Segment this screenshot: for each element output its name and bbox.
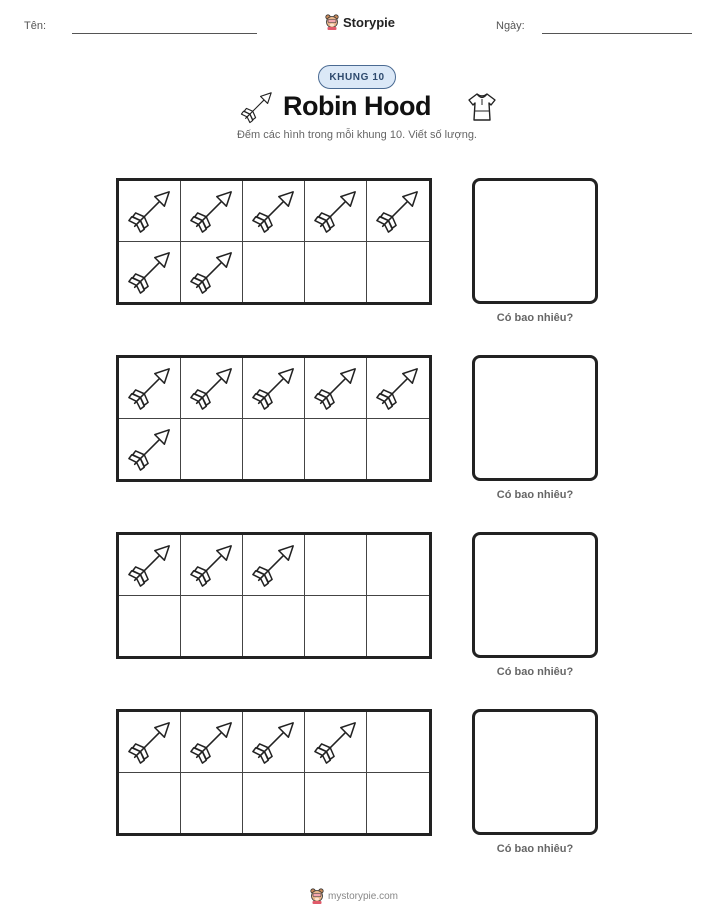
- ten-frame: [116, 532, 432, 659]
- ten-frame-cell: [119, 181, 181, 242]
- ten-frame-cell: [181, 712, 243, 773]
- ten-frame-cell: [305, 535, 367, 596]
- arrow-icon: [240, 90, 274, 124]
- ten-frame-cell: [305, 181, 367, 242]
- ten-frame-cell: [119, 596, 181, 657]
- ten-frame-cell: [243, 773, 305, 834]
- arrow-icon: [251, 188, 297, 234]
- how-many-label: Có bao nhiêu?: [496, 843, 574, 855]
- arrow-icon: [127, 719, 173, 765]
- ten-frame-cell: [181, 596, 243, 657]
- arrow-icon: [189, 542, 235, 588]
- name-field[interactable]: [72, 33, 257, 34]
- date-label: Ngày:: [496, 20, 525, 32]
- ten-frame-cell: [367, 535, 429, 596]
- ten-frame-cell: [305, 712, 367, 773]
- ten-frame-cell: [181, 773, 243, 834]
- arrow-icon: [127, 365, 173, 411]
- bear-mascot-icon: [325, 14, 339, 30]
- ten-frame-cell: [305, 358, 367, 419]
- footer: [310, 888, 398, 904]
- ten-frame-cell: [119, 419, 181, 480]
- arrow-icon: [313, 365, 359, 411]
- ten-frame-cell: [243, 712, 305, 773]
- ten-frame: [116, 178, 432, 305]
- how-many-label: Có bao nhiêu?: [496, 666, 574, 678]
- arrow-icon: [189, 365, 235, 411]
- ten-frame-cell: [305, 419, 367, 480]
- arrow-icon: [127, 249, 173, 295]
- arrow-icon: [313, 188, 359, 234]
- arrow-icon: [189, 249, 235, 295]
- bear-mascot-icon: [310, 888, 324, 904]
- ten-frame-cell: [181, 358, 243, 419]
- ten-frame-cell: [243, 181, 305, 242]
- arrow-icon: [251, 542, 297, 588]
- ten-frame-cell: [367, 358, 429, 419]
- arrow-icon: [127, 426, 173, 472]
- answer-box[interactable]: [472, 532, 598, 658]
- arrow-icon: [189, 188, 235, 234]
- ten-frame-cell: [305, 773, 367, 834]
- answer-box[interactable]: [472, 355, 598, 481]
- ten-frame-cell: [305, 242, 367, 303]
- ten-frame-cell: [243, 596, 305, 657]
- ten-frame: [116, 355, 432, 482]
- ten-frame-cell: [243, 242, 305, 303]
- ten-frame-cell: [367, 773, 429, 834]
- arrow-icon: [251, 365, 297, 411]
- tunic-icon: [466, 91, 498, 123]
- ten-frame-cell: [181, 242, 243, 303]
- ten-frame-cell: [305, 596, 367, 657]
- storypie-logo: [325, 14, 395, 30]
- how-many-label: Có bao nhiêu?: [496, 489, 574, 501]
- ten-frame-cell: [367, 181, 429, 242]
- date-field[interactable]: [542, 33, 692, 34]
- ten-frame: [116, 709, 432, 836]
- brand-name: Storypie: [343, 14, 396, 30]
- ten-frame-cell: [119, 712, 181, 773]
- ten-frame-cell: [367, 242, 429, 303]
- arrow-icon: [375, 188, 421, 234]
- ten-frame-cell: [181, 181, 243, 242]
- worksheet-title: Robin Hood: [283, 91, 431, 121]
- ten-frame-cell: [181, 535, 243, 596]
- arrow-icon: [127, 542, 173, 588]
- ten-frame-cell: [243, 358, 305, 419]
- answer-box[interactable]: [472, 178, 598, 304]
- ten-frame-cell: [243, 419, 305, 480]
- ten-frame-cell: [243, 535, 305, 596]
- ten-frame-cell: [181, 419, 243, 480]
- instructions-text: Đếm các hình trong mỗi khung 10. Viết số lượng.: [236, 129, 477, 141]
- arrow-icon: [127, 188, 173, 234]
- ten-frame-cell: [119, 242, 181, 303]
- arrow-icon: [251, 719, 297, 765]
- ten-frame-cell: [119, 535, 181, 596]
- ten-frame-cell: [367, 419, 429, 480]
- arrow-icon: [375, 365, 421, 411]
- ten-frame-cell: [119, 358, 181, 419]
- ten-frame-cell: [119, 773, 181, 834]
- name-label: Tên:: [24, 20, 47, 32]
- worksheet-type-badge: KHUNG 10: [318, 65, 396, 89]
- ten-frame-cell: [367, 596, 429, 657]
- answer-box[interactable]: [472, 709, 598, 835]
- arrow-icon: [313, 719, 359, 765]
- arrow-icon: [189, 719, 235, 765]
- how-many-label: Có bao nhiêu?: [496, 312, 574, 324]
- footer-url: mystorypie.com: [328, 890, 399, 902]
- ten-frame-cell: [367, 712, 429, 773]
